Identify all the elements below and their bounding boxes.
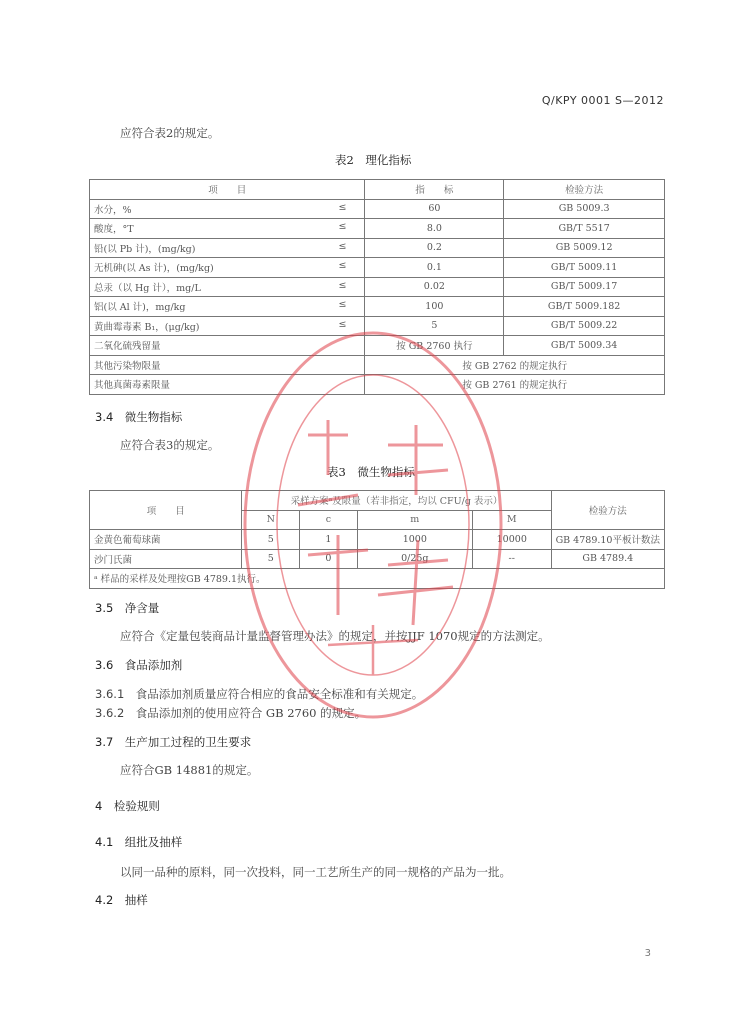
row-item: 总汞（以 Hg 计），mg/L ≤ (90, 277, 365, 297)
header-method: 检验方法 (551, 491, 664, 530)
row-item: 其他真菌毒素限量 (90, 375, 365, 395)
row-c: 1 (300, 530, 358, 550)
row-value: 100 (365, 297, 504, 317)
row-method: GB 4789.4 (551, 549, 664, 569)
page-number: 3 (644, 948, 651, 959)
row-m: 1000 (357, 530, 472, 550)
header-plan: 采样方案ᵃ及限量（若非指定，均以 CFU/g 表示） (242, 491, 551, 511)
row-method: GB 5009.12 (504, 238, 665, 258)
section-3-6-2-text: 3.6.2 食品添加剂的使用应符合 GB 2760 的规定。 (95, 706, 367, 720)
table-row (90, 375, 665, 395)
row-c: 0 (300, 549, 358, 569)
le-symbol: ≤ (338, 240, 347, 252)
le-symbol: ≤ (338, 318, 347, 330)
document-code: Q/KPY 0001 S—2012 (541, 94, 664, 107)
intro-text: 应符合表2的规定。 (120, 126, 220, 140)
row-value: 0.2 (365, 238, 504, 258)
row-item: 二氧化硫残留量 (90, 336, 365, 356)
row-method: GB 4789.10平板计数法 (551, 530, 664, 550)
section-4-1-text: 以同一品种的原料，同一次投料，同一工艺所生产的同一规格的产品为一批。 (120, 865, 511, 879)
row-method: GB/T 5009.34 (504, 336, 665, 356)
section-3-4-text: 应符合表3的规定。 (120, 438, 220, 452)
table3-caption: 表3 微生物指标 (327, 465, 415, 479)
header-value: 指 标 (365, 180, 504, 200)
row-method: GB/T 5009.182 (504, 297, 665, 317)
table-row (90, 238, 665, 258)
row-value: 0.02 (365, 277, 504, 297)
row-merged-value: 按 GB 2762 的规定执行 (365, 355, 665, 375)
section-4-2-heading: 4.2 抽样 (95, 893, 148, 907)
section-4-heading: 4 检验规则 (95, 799, 160, 813)
le-symbol: ≤ (338, 221, 347, 233)
row-item: 铅(以 Pb 计)，(mg/kg) ≤ (90, 238, 365, 258)
table2-header-row (90, 180, 665, 200)
table-row (90, 199, 665, 219)
row-method: GB/T 5009.17 (504, 277, 665, 297)
le-symbol: ≤ (338, 279, 347, 291)
le-symbol: ≤ (338, 299, 347, 311)
table-row (90, 277, 665, 297)
row-method: GB/T 5517 (504, 219, 665, 239)
row-item: 金黄色葡萄球菌 (90, 530, 242, 550)
table-row (90, 297, 665, 317)
le-symbol: ≤ (338, 260, 347, 272)
section-3-5-heading: 3.5 净含量 (95, 601, 160, 615)
table3 (89, 490, 665, 589)
row-value: 60 (365, 199, 504, 219)
row-value: 0.1 (365, 258, 504, 278)
row-value: 5 (365, 316, 504, 336)
table2-caption: 表2 理化指标 (335, 153, 412, 167)
header-item: 项 目 (90, 180, 365, 200)
subheader-c: c (300, 510, 358, 530)
row-item: 铝(以 Al 计)，mg/kg ≤ (90, 297, 365, 317)
subheader-M: M (472, 510, 551, 530)
row-method: GB 5009.3 (504, 199, 665, 219)
row-value: 按 GB 2760 执行 (365, 336, 504, 356)
header-method: 检验方法 (504, 180, 665, 200)
section-3-7-text: 应符合GB 14881的规定。 (120, 763, 259, 777)
row-item: 无机砷(以 As 计)，(mg/kg) ≤ (90, 258, 365, 278)
row-item: 酸度，°T ≤ (90, 219, 365, 239)
table-row (90, 355, 665, 375)
row-M: -- (472, 549, 551, 569)
header-item: 项 目 (90, 491, 242, 530)
row-item: 水分，% ≤ (90, 199, 365, 219)
table3-footnote: ᵃ 样品的采样及处理按GB 4789.1执行。 (90, 569, 665, 589)
row-M: 10000 (472, 530, 551, 550)
row-n: 5 (242, 549, 300, 569)
table-row (90, 336, 665, 356)
table2 (89, 179, 665, 395)
section-3-4-heading: 3.4 微生物指标 (95, 410, 183, 424)
table-row (90, 549, 665, 569)
row-item: 其他污染物限量 (90, 355, 365, 375)
table-row (90, 530, 665, 550)
section-3-6-heading: 3.6 食品添加剂 (95, 658, 183, 672)
row-merged-value: 按 GB 2761 的规定执行 (365, 375, 665, 395)
subheader-m: m (357, 510, 472, 530)
section-3-7-heading: 3.7 生产加工过程的卫生要求 (95, 735, 252, 749)
row-value: 8.0 (365, 219, 504, 239)
section-4-1-heading: 4.1 组批及抽样 (95, 835, 183, 849)
table-row (90, 258, 665, 278)
le-symbol: ≤ (338, 201, 347, 213)
row-item: 沙门氏菌 (90, 549, 242, 569)
table3-header-row (90, 491, 665, 511)
table-row (90, 316, 665, 336)
row-n: 5 (242, 530, 300, 550)
section-3-6-1-text: 3.6.1 食品添加剂质量应符合相应的食品安全标准和有关规定。 (95, 687, 424, 701)
row-method: GB/T 5009.11 (504, 258, 665, 278)
table-row (90, 219, 665, 239)
row-item: 黄曲霉毒素 B₁，(μg/kg) ≤ (90, 316, 365, 336)
table-footnote-row (90, 569, 665, 589)
row-m: 0/25g (357, 549, 472, 569)
subheader-n: N (242, 510, 300, 530)
section-3-5-text: 应符合《定量包装商品计量监督管理办法》的规定，并按JJF 1070规定的方法测定。 (120, 629, 550, 643)
row-method: GB/T 5009.22 (504, 316, 665, 336)
